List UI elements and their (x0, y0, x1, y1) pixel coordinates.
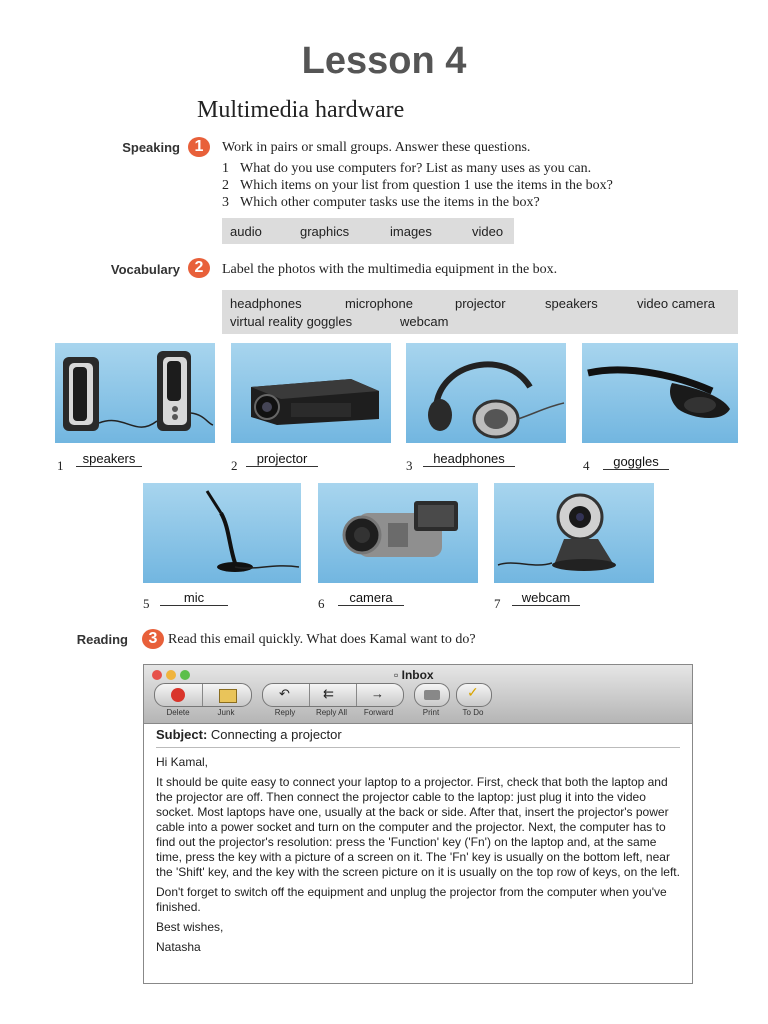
answer-number: 5 (143, 596, 150, 611)
video-camera-photo (318, 483, 478, 583)
answer-number: 2 (231, 458, 238, 473)
forward-button-label[interactable]: Forward (363, 708, 394, 717)
zoom-window-icon[interactable] (180, 670, 190, 680)
answer-field[interactable]: camera (338, 590, 404, 606)
box-word: microphone (345, 296, 413, 311)
box-word: speakers (545, 296, 598, 311)
answer-field[interactable]: headphones (423, 451, 515, 467)
junk-icon[interactable] (219, 689, 237, 703)
minimize-window-icon[interactable] (166, 670, 176, 680)
answer-number: 1 (57, 458, 64, 473)
answer-field[interactable]: mic (160, 590, 228, 606)
email-paragraph: Don't forget to switch off the equipment and unplug the projector from the computer when you've finished. (156, 885, 667, 914)
microphone-photo (143, 483, 301, 583)
box-word: headphones (230, 296, 302, 311)
printer-icon (424, 690, 440, 700)
email-paragraph: It should be quite easy to connect your laptop to a projector. First, check that both the laptop and the projector are off. Then connect the projector cable to the laptop: just plug it into the video socket. Most laptops have one, usually at the back or side. After that, insert the projector's power cable into a power socket and turn on the computer and the projector. Next, the computer has to find out the projector's resolution: press the 'Function' key ('Fn') on the laptop and, at the same time, press the key with a picture of a screen on it. The 'Fn' key is usually on the bottom left, near the 'Shift' key, and the key with the screen picture on it is usually on the top row of keys, on the left. (156, 775, 680, 879)
vocabulary-label: Vocabulary (110, 262, 180, 277)
projector-photo (231, 343, 391, 443)
vocabulary-word-box (222, 290, 738, 334)
reply-all-icon[interactable]: ⇇ (323, 686, 334, 701)
delete-icon[interactable] (171, 688, 185, 702)
headphones-photo (406, 343, 566, 443)
answer-number: 3 (406, 458, 413, 473)
forward-icon[interactable]: → (371, 686, 384, 701)
reading-label: Reading (76, 632, 128, 647)
vocabulary-instruction: Label the photos with the multimedia equipment in the box. (222, 262, 558, 277)
print-button[interactable] (414, 683, 450, 707)
email-signature: Natasha (156, 940, 201, 954)
speaking-question: 3 Which other computer tasks use the items in the box? (222, 195, 540, 210)
delete-junk-group (154, 683, 252, 707)
speakers-photo (55, 343, 215, 443)
reading-instruction: Read this email quickly. What does Kamal want to do? (168, 632, 476, 647)
todo-button[interactable] (456, 683, 492, 707)
email-closing: Best wishes, (156, 920, 224, 934)
delete-button-label[interactable]: Delete (166, 708, 190, 717)
box-word: video camera (637, 296, 716, 311)
box-word: virtual reality goggles (230, 314, 353, 329)
reply-button-label[interactable]: Reply (274, 708, 296, 717)
speaking-question: 1 What do you use computers for? List as many uses as you can. (222, 161, 592, 176)
speaking-instruction: Work in pairs or small groups. Answer these questions. (222, 140, 531, 155)
answer-field[interactable]: speakers (76, 451, 142, 467)
box-word: graphics (300, 224, 350, 239)
speaking-label: Speaking (122, 140, 180, 155)
speaking-word-box (222, 218, 514, 244)
email-greeting: Hi Kamal, (156, 755, 209, 769)
email-body (156, 755, 684, 955)
box-word: webcam (400, 314, 449, 329)
box-word: images (390, 224, 432, 239)
answer-field[interactable]: goggles (603, 454, 669, 470)
answer-field[interactable]: projector (246, 451, 318, 467)
speaking-number-badge: 1 (188, 137, 210, 157)
reply-group (262, 683, 404, 707)
vocabulary-number-badge: 2 (188, 258, 210, 278)
todo-button-label[interactable]: To Do (462, 708, 484, 717)
reply-icon[interactable]: ↶ (279, 686, 290, 701)
reply-all-button-label[interactable]: Reply All (315, 708, 348, 717)
box-word: video (472, 224, 504, 239)
webcam-photo (494, 483, 654, 583)
lesson-title: Lesson 4 (301, 40, 467, 82)
goggles-photo (582, 343, 738, 443)
answer-number: 4 (583, 458, 590, 473)
inbox-icon: ▫ (394, 668, 399, 682)
inbox-title: ▫ Inbox (394, 668, 434, 682)
answer-number: 7 (494, 596, 501, 611)
unit-title: Multimedia hardware (197, 97, 405, 123)
email-toolbar (144, 665, 692, 724)
speaking-question: 2 Which items on your list from question 1 use the items in the box? (222, 178, 613, 193)
close-window-icon[interactable] (152, 670, 162, 680)
answer-field[interactable]: webcam (512, 590, 580, 606)
answer-number: 6 (318, 596, 325, 611)
print-button-label[interactable]: Print (422, 708, 440, 717)
checkmark-icon: ✓ (467, 686, 479, 701)
box-word: audio (230, 224, 262, 239)
email-window (143, 664, 693, 984)
email-subject: Subject: Connecting a projector (156, 727, 680, 748)
reading-number-badge: 3 (142, 629, 164, 649)
junk-button-label[interactable]: Junk (217, 708, 235, 717)
box-word: projector (455, 296, 506, 311)
